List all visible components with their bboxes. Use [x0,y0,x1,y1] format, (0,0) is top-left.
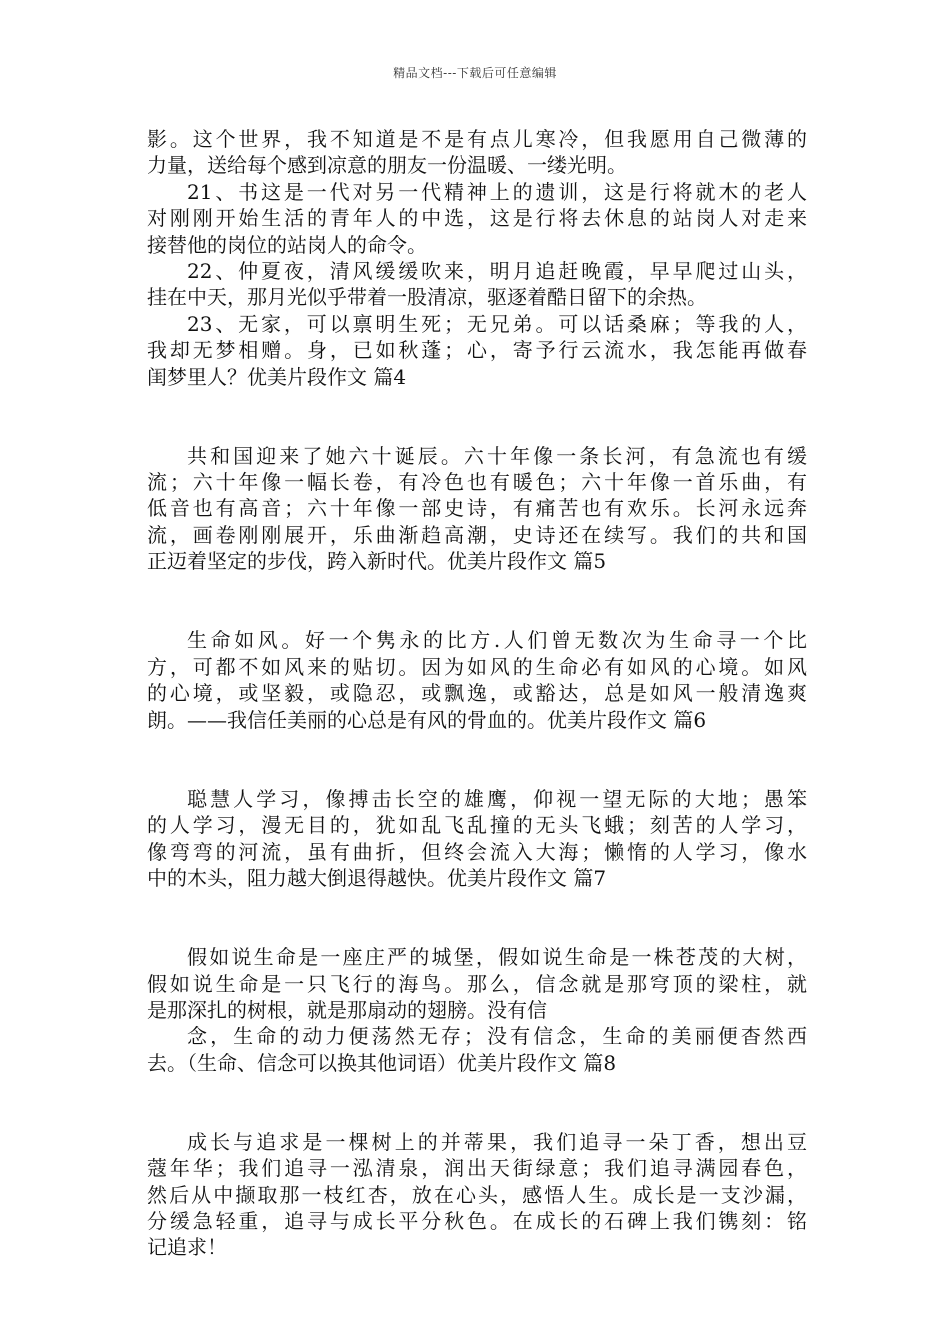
text-line: 中的木头，阻力越大倒退得越快。优美片段作文 篇7 [147,865,607,890]
text-line: 念，生命的动力便荡然无存；没有信念，生命的美丽便杳然西 [187,1024,807,1049]
text-line: 聪慧人学习，像搏击长空的雄鹰，仰视一望无际的大地；愚笨 [187,786,807,811]
text-line: 接替他的岗位的站岗人的命令。 [147,232,427,257]
text-line: 正迈着坚定的步伐，跨入新时代。优美片段作文 篇5 [147,549,607,574]
text-line: 是那深扎的树根，就是那扇动的翅膀。没有信 [147,997,547,1022]
text-line: 闺梦里人？优美片段作文 篇4 [147,364,407,389]
text-line: 去。（生命、信念可以换其他词语）优美片段作文 篇8 [147,1050,617,1075]
paragraph-gap [147,390,807,443]
text-line: 挂在中天，那月光似乎带着一股清凉，驱逐着酷日留下的余热。 [147,285,707,310]
paragraph [147,786,807,892]
text-line: 的心境，或坚毅，或隐忍，或飘逸，或豁达，总是如风一般清逸爽 [147,681,807,706]
paragraph [147,443,807,575]
text-line: 共和国迎来了她六十诞辰。六十年像一条长河，有急流也有缓 [187,443,807,468]
document-body [147,126,807,1261]
text-line: 22、仲夏夜，清风缓缓吹来，明月追赶晚霞，早早爬过山头， [187,258,807,283]
text-line: 影。这个世界，我不知道是不是有点儿寒冷，但我愿用自己微薄的 [147,127,807,151]
text-line: 分缓急轻重，追寻与成长平分秋色。在成长的石碑上我们镌刻：铭 [147,1209,807,1234]
paragraph-gap [147,575,807,628]
text-line: 流；六十年像一幅长卷，有冷色也有暖色；六十年像一首乐曲，有 [147,470,807,495]
paragraph [147,311,807,390]
text-line: 蔻年华；我们追寻一泓清泉，润出天街绿意；我们追寻满园春色， [147,1156,807,1181]
paragraph-gap [147,733,807,786]
text-line: 成长与追求是一棵树上的并蒂果，我们追寻一朵丁香，想出豆 [187,1129,807,1154]
paragraph [147,627,807,733]
text-line: 对刚刚开始生活的青年人的中选，这是行将去休息的站岗人对走来 [147,206,807,231]
text-line: 流，画卷刚刚展开，乐曲渐趋高潮，史诗还在续写。我们的共和国 [147,522,807,547]
text-line: 21、书这是一代对另一代精神上的遗训，这是行将就木的老人 [187,179,807,204]
text-line: 记追求！ [147,1235,227,1260]
page-header: 精品文档---下载后可任意编辑 [393,66,557,80]
paragraph [147,258,807,311]
text-line: 朗。——我信任美丽的心总是有风的骨血的。优美片段作文 篇6 [147,707,707,732]
paragraph-gap [147,891,807,944]
text-line: 23、无家，可以禀明生死；无兄弟。可以话桑麻；等我的人， [187,311,807,336]
text-line: 的人学习，漫无目的，犹如乱飞乱撞的无头飞蛾；刻苦的人学习， [147,813,807,838]
text-line: 力量，送给每个感到凉意的朋友一份温暖、一缕光明。 [147,153,627,178]
text-line: 我却无梦相赠。身，已如秋蓬；心，寄予行云流水，我怎能再做春 [147,338,807,363]
text-line: 假如说生命是一只飞行的海鸟。那么，信念就是那穹顶的梁柱，就 [147,971,807,996]
paragraph [147,1023,807,1076]
text-line: 然后从中撷取那一枝红杏，放在心头，感悟人生。成长是一支沙漏， [147,1182,807,1207]
paragraph-gap [147,1076,807,1129]
paragraph [147,179,807,258]
paragraph [147,126,807,179]
text-line: 低音也有高音；六十年像一部史诗，有痛苦也有欢乐。长河永远奔 [147,496,807,521]
paragraph [147,1129,807,1261]
paragraph [147,944,807,1023]
text-line: 方，可都不如风来的贴切。因为如风的生命必有如风的心境。如风 [147,654,807,679]
text-line: 像弯弯的河流，虽有曲折，但终会流入大海；懒惰的人学习，像水 [147,839,807,864]
text-line: 假如说生命是一座庄严的城堡，假如说生命是一株苍茂的大树， [187,945,807,970]
text-line: 生命如风。好一个隽永的比方.人们曾无数次为生命寻一个比 [187,628,807,653]
